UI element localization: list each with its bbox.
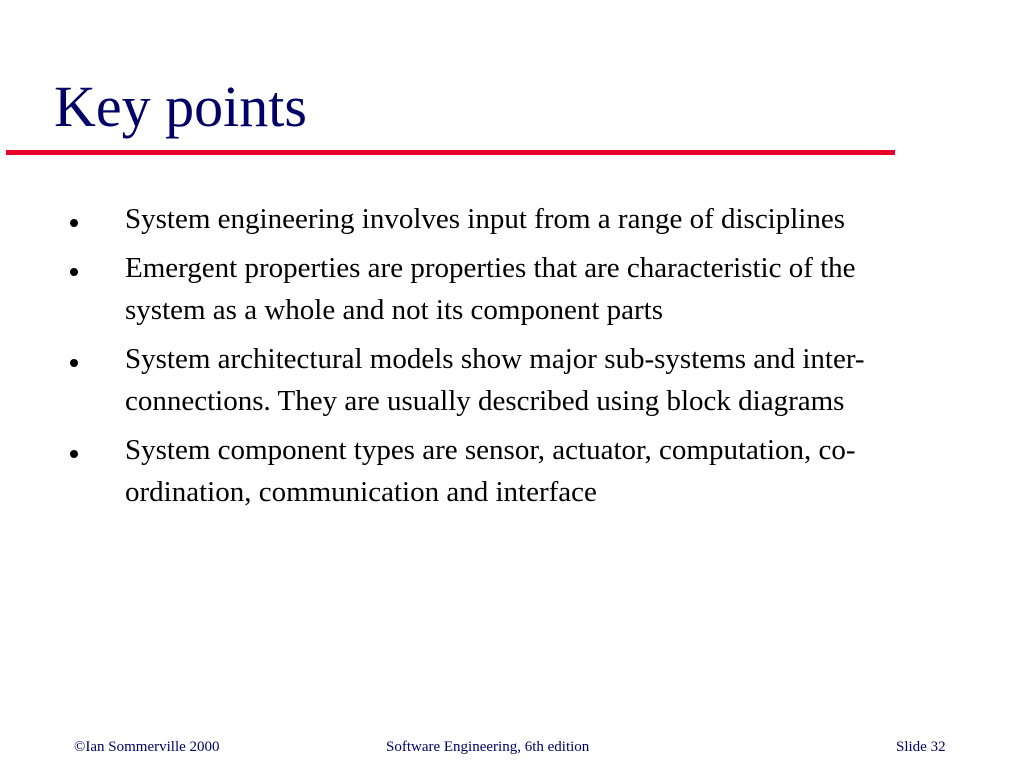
bullet-text: Emergent properties are properties that are characteristic of the system as a whole and not its component parts	[125, 252, 856, 326]
bullet-text: System component types are sensor, actuator, computation, co-ordination, communication and interface	[125, 434, 856, 508]
bullet-text: System architectural models show major sub-systems and inter-connections. They are usually described using block diagrams	[125, 343, 865, 417]
slide-title: Key points	[54, 74, 307, 139]
bullet-item	[0, 429, 925, 513]
bullet-item	[0, 247, 925, 331]
bullet-list	[0, 198, 1024, 520]
footer-copyright: ©Ian Sommerville 2000	[74, 739, 220, 755]
title-underline	[6, 150, 895, 155]
bullet-dot-icon	[70, 268, 78, 276]
bullet-item	[0, 338, 925, 422]
bullet-text: System engineering involves input from a range of disciplines	[125, 203, 846, 235]
bullet-dot-icon	[70, 450, 78, 458]
footer-book-title: Software Engineering, 6th edition	[386, 739, 590, 755]
bullet-dot-icon	[70, 219, 78, 227]
bullet-item	[0, 198, 925, 240]
footer-slide-number: Slide 32	[896, 739, 946, 755]
bullet-dot-icon	[70, 359, 78, 367]
